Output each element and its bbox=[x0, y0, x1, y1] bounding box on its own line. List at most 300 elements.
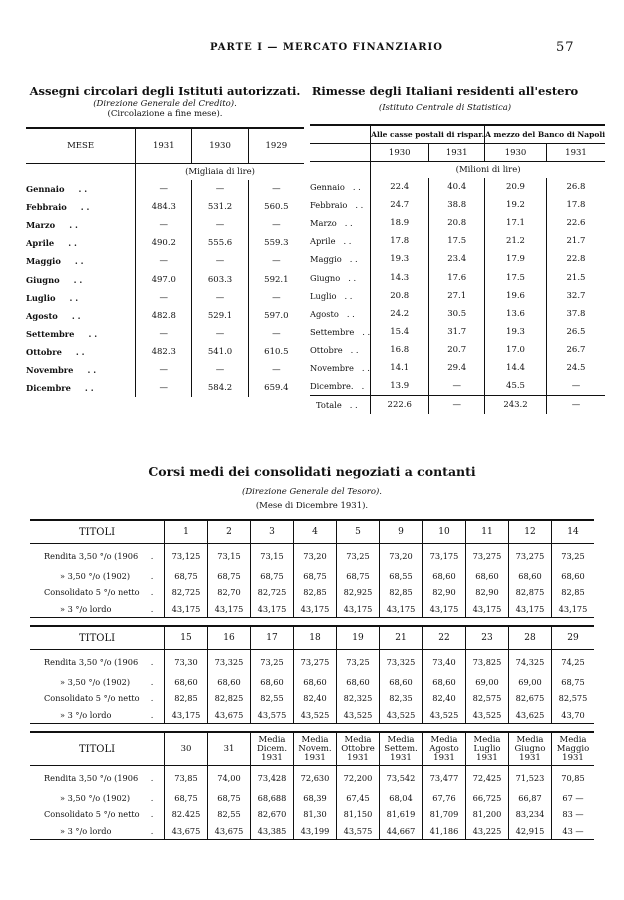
price-cell: 73,20 bbox=[294, 544, 337, 568]
leader-dots: . . bbox=[84, 383, 94, 394]
leader-dots: . . bbox=[68, 238, 77, 249]
value-cell: 490.2 bbox=[136, 234, 192, 252]
rimesse-section bbox=[310, 84, 606, 414]
rimesse-unit: (Milioni di lire) bbox=[371, 162, 605, 179]
month-label: Aprile bbox=[26, 238, 55, 249]
price-cell: 68,75 bbox=[165, 790, 208, 807]
value-cell: — bbox=[136, 325, 192, 343]
price-cell: 73,325 bbox=[208, 650, 251, 674]
price-cell: 43,175 bbox=[337, 601, 380, 618]
day-header: 17 bbox=[251, 626, 294, 650]
price-cell: 73,25 bbox=[251, 650, 294, 674]
price-cell: 68,04 bbox=[380, 790, 423, 807]
security-name: » 3 °/o lordo bbox=[30, 823, 140, 840]
value-cell: 20.8 bbox=[429, 214, 485, 232]
value-cell: 13.9 bbox=[371, 377, 429, 396]
price-cell: 73,275 bbox=[294, 650, 337, 674]
price-cell: 43,175 bbox=[165, 601, 208, 618]
titoli-header: TITOLI bbox=[30, 520, 165, 544]
value-cell: — bbox=[429, 377, 485, 396]
day-header: Media Maggio 1931 bbox=[552, 732, 595, 766]
price-cell: 43,175 bbox=[380, 601, 423, 618]
price-cell: 82,85 bbox=[165, 690, 208, 707]
leader-dots: . . bbox=[348, 272, 357, 283]
value-cell: 19.3 bbox=[371, 250, 429, 268]
month-label: Maggio bbox=[310, 254, 342, 265]
value-cell: 31.7 bbox=[429, 323, 485, 341]
leader-dots: . . bbox=[87, 364, 97, 375]
month-label: Ottobre bbox=[310, 344, 343, 355]
security-name: Consolidato 5 °/o netto bbox=[44, 693, 140, 704]
month-label: Agosto bbox=[310, 308, 339, 319]
price-cell: 43,175 bbox=[423, 601, 466, 618]
value-cell: 17.0 bbox=[485, 341, 547, 359]
value-cell: — bbox=[136, 216, 192, 234]
day-header: 9 bbox=[380, 520, 423, 544]
value-cell: 17.5 bbox=[429, 232, 485, 250]
table-row bbox=[30, 690, 594, 707]
price-cell: 43,525 bbox=[337, 707, 380, 724]
leader-dot: . bbox=[150, 656, 154, 667]
price-cell: 73,25 bbox=[337, 544, 380, 568]
price-cell: 43,175 bbox=[251, 601, 294, 618]
value-cell: 541.0 bbox=[192, 343, 248, 361]
price-cell: 82,55 bbox=[251, 690, 294, 707]
price-cell: 72,425 bbox=[466, 766, 509, 790]
value-cell: — bbox=[546, 377, 605, 396]
table-row bbox=[30, 806, 594, 823]
col-year: 1931 bbox=[429, 144, 485, 162]
assegni-source: (Direzione Generale del Credito). bbox=[93, 99, 237, 109]
spacer-row bbox=[30, 724, 594, 733]
value-cell: 26.7 bbox=[546, 341, 605, 359]
value-cell: 659.4 bbox=[248, 379, 304, 397]
price-cell: 68,60 bbox=[380, 674, 423, 691]
leader-dots: . . bbox=[344, 218, 353, 229]
table-row bbox=[310, 359, 605, 377]
price-cell: 83,234 bbox=[509, 806, 552, 823]
price-cell: 73,275 bbox=[509, 544, 552, 568]
total-label: Totale bbox=[316, 400, 342, 411]
table-row bbox=[30, 601, 594, 618]
value-cell: 559.3 bbox=[248, 234, 304, 252]
value-cell: 17.8 bbox=[371, 232, 429, 250]
day-header: 11 bbox=[466, 520, 509, 544]
month-label: Luglio bbox=[310, 290, 337, 301]
leader-dots: . . bbox=[350, 344, 359, 355]
price-cell: 70,85 bbox=[552, 766, 595, 790]
table-row bbox=[30, 707, 594, 724]
price-cell: 43,175 bbox=[466, 601, 509, 618]
table-row bbox=[26, 270, 304, 288]
price-cell: 74,325 bbox=[509, 650, 552, 674]
value-cell: 24.5 bbox=[546, 359, 605, 377]
day-header: Media Ottobre 1931 bbox=[337, 732, 380, 766]
table-row bbox=[30, 544, 594, 568]
leader-dot: . bbox=[150, 587, 154, 598]
leader-dot: . bbox=[150, 772, 154, 783]
value-cell: 20.8 bbox=[371, 287, 429, 305]
price-cell: 43,385 bbox=[251, 823, 294, 840]
col-year: 1931 bbox=[546, 144, 605, 162]
leader-dots: . . bbox=[69, 292, 79, 303]
month-label: Settembre bbox=[26, 328, 75, 339]
security-name: Consolidato 5 °/o netto bbox=[44, 587, 140, 598]
month-cell bbox=[310, 305, 371, 323]
leader-dots: . . bbox=[88, 328, 98, 339]
value-cell: 21.5 bbox=[546, 268, 605, 286]
leader-dot: . bbox=[140, 823, 165, 840]
day-header: 15 bbox=[165, 626, 208, 650]
month-cell bbox=[26, 361, 136, 379]
price-cell: 67 — bbox=[552, 790, 595, 807]
value-cell: — bbox=[192, 180, 248, 198]
price-cell: 43,175 bbox=[208, 601, 251, 618]
month-cell bbox=[310, 214, 371, 232]
month-label: Aprile bbox=[310, 236, 336, 247]
price-cell: 68,75 bbox=[552, 674, 595, 691]
table-row bbox=[310, 323, 605, 341]
leader-dots: . . bbox=[71, 310, 81, 321]
month-label: Marzo bbox=[310, 218, 337, 229]
price-cell: 43,525 bbox=[380, 707, 423, 724]
price-cell: 73,175 bbox=[423, 544, 466, 568]
price-cell: 43,575 bbox=[251, 707, 294, 724]
month-cell bbox=[26, 252, 136, 270]
corsi-note: (Mese di Dicembre 1931). bbox=[255, 501, 369, 511]
leader-dots: . . bbox=[352, 182, 361, 193]
month-cell bbox=[310, 377, 371, 396]
corsi-section bbox=[30, 464, 594, 840]
leader-dot: . bbox=[140, 601, 165, 618]
month-label: Gennaio bbox=[310, 182, 345, 193]
page-number: 57 bbox=[556, 40, 575, 55]
leader-dot: . bbox=[150, 550, 154, 561]
table-row bbox=[26, 198, 304, 216]
security-name: Rendita 3,50 °/o (1906 bbox=[44, 550, 139, 561]
month-label: Settembre bbox=[310, 326, 355, 337]
day-header: 1 bbox=[165, 520, 208, 544]
security-name: » 3,50 °/o (1902) bbox=[60, 792, 131, 803]
leader-dots: . . bbox=[346, 308, 355, 319]
value-cell: 497.0 bbox=[136, 270, 192, 288]
leader-dots: . . bbox=[343, 236, 352, 247]
leader-dots: . . bbox=[355, 200, 364, 211]
corsi-title: Corsi medi dei consolidati negoziati a contanti bbox=[148, 464, 476, 479]
price-cell: 82,725 bbox=[165, 584, 208, 601]
value-cell: 16.8 bbox=[371, 341, 429, 359]
price-cell: 68,60 bbox=[337, 674, 380, 691]
month-cell bbox=[310, 323, 371, 341]
price-cell: 82,675 bbox=[509, 690, 552, 707]
rimesse-table bbox=[310, 124, 605, 414]
value-cell: — bbox=[192, 361, 248, 379]
table-row bbox=[30, 790, 594, 807]
spacer bbox=[30, 618, 594, 627]
table-row bbox=[30, 650, 594, 674]
value-cell: 14.3 bbox=[371, 268, 429, 286]
month-cell bbox=[310, 196, 371, 214]
month-cell bbox=[310, 341, 371, 359]
price-cell: 82,725 bbox=[251, 584, 294, 601]
corsi-source: (Direzione Generale del Tesoro). bbox=[242, 487, 382, 497]
table-row bbox=[26, 307, 304, 325]
value-cell: 18.9 bbox=[371, 214, 429, 232]
day-header: 3 bbox=[251, 520, 294, 544]
table-row bbox=[26, 289, 304, 307]
value-cell: 29.4 bbox=[429, 359, 485, 377]
leader-dots: . . bbox=[362, 326, 371, 337]
price-cell: 43,175 bbox=[294, 601, 337, 618]
price-cell: 82,825 bbox=[208, 690, 251, 707]
price-cell: 68,60 bbox=[165, 674, 208, 691]
table-row bbox=[26, 216, 304, 234]
price-cell: 68,39 bbox=[294, 790, 337, 807]
value-cell: — bbox=[136, 289, 192, 307]
price-cell: 73,325 bbox=[380, 650, 423, 674]
day-header: 28 bbox=[509, 626, 552, 650]
assegni-note: (Circolazione a fine mese). bbox=[107, 109, 223, 119]
day-header: 21 bbox=[380, 626, 423, 650]
value-cell: 484.3 bbox=[136, 198, 192, 216]
value-cell: 22.6 bbox=[546, 214, 605, 232]
leader-dot: . bbox=[140, 707, 165, 724]
table-row bbox=[30, 766, 594, 790]
header-row bbox=[30, 732, 594, 766]
price-cell: 43,525 bbox=[294, 707, 337, 724]
security-name: » 3,50 °/o (1902) bbox=[60, 570, 131, 581]
value-cell: 21.7 bbox=[546, 232, 605, 250]
leader-dot: . bbox=[150, 792, 154, 803]
value-cell: 22.8 bbox=[546, 250, 605, 268]
table-row bbox=[310, 196, 605, 214]
assegni-title: Assegni circolari degli Istituti autorizzati. bbox=[29, 84, 301, 98]
month-label: Ottobre bbox=[26, 346, 62, 357]
value-cell: — bbox=[248, 180, 304, 198]
value-cell: 482.8 bbox=[136, 307, 192, 325]
price-cell: 81,150 bbox=[337, 806, 380, 823]
table-row bbox=[310, 232, 605, 250]
price-cell: 82,875 bbox=[509, 584, 552, 601]
value-cell: 19.6 bbox=[485, 287, 547, 305]
value-cell: 23.4 bbox=[429, 250, 485, 268]
month-label: Agosto bbox=[26, 310, 58, 321]
value-cell: 37.8 bbox=[546, 305, 605, 323]
price-cell: 82,35 bbox=[380, 690, 423, 707]
value-cell: 482.3 bbox=[136, 343, 192, 361]
month-cell bbox=[26, 325, 136, 343]
price-cell: 71,523 bbox=[509, 766, 552, 790]
price-cell: 82,575 bbox=[552, 690, 595, 707]
security-name: Rendita 3,50 °/o (1906 bbox=[44, 772, 139, 783]
day-header: Media Agosto 1931 bbox=[423, 732, 466, 766]
table-row bbox=[310, 178, 605, 196]
day-header: 30 bbox=[165, 732, 208, 766]
price-cell: 73,20 bbox=[380, 544, 423, 568]
table-row bbox=[310, 268, 605, 286]
price-cell: 68,75 bbox=[294, 568, 337, 585]
value-cell: 20.7 bbox=[429, 341, 485, 359]
leader-dots: . . bbox=[80, 202, 90, 213]
value-cell: — bbox=[248, 252, 304, 270]
price-cell: 81,30 bbox=[294, 806, 337, 823]
table-row bbox=[310, 250, 605, 268]
price-cell: 68,60 bbox=[251, 674, 294, 691]
value-cell: — bbox=[248, 216, 304, 234]
price-cell: 73,477 bbox=[423, 766, 466, 790]
price-cell: 43,575 bbox=[337, 823, 380, 840]
price-cell: 43,625 bbox=[509, 707, 552, 724]
leader-dots: . . bbox=[349, 254, 358, 265]
day-header: Media Giugno 1931 bbox=[509, 732, 552, 766]
price-cell: 82,90 bbox=[466, 584, 509, 601]
month-label: Dicembre. bbox=[310, 381, 354, 392]
price-cell: 42,915 bbox=[509, 823, 552, 840]
value-cell: — bbox=[192, 216, 248, 234]
price-cell: 82,40 bbox=[294, 690, 337, 707]
price-cell: 69,00 bbox=[466, 674, 509, 691]
value-cell: — bbox=[248, 325, 304, 343]
price-cell: 43,175 bbox=[509, 601, 552, 618]
group-casse-postali: Alle casse postali di rispar. bbox=[371, 125, 485, 144]
value-cell: — bbox=[248, 289, 304, 307]
price-cell: 68,60 bbox=[509, 568, 552, 585]
day-header: 22 bbox=[423, 626, 466, 650]
price-cell: 74,25 bbox=[552, 650, 595, 674]
price-cell: 73,85 bbox=[165, 766, 208, 790]
value-cell: — bbox=[192, 289, 248, 307]
value-cell: — bbox=[136, 379, 192, 397]
month-label: Novembre bbox=[26, 364, 74, 375]
value-cell: — bbox=[192, 252, 248, 270]
price-cell: 73,15 bbox=[208, 544, 251, 568]
month-cell bbox=[26, 270, 136, 288]
day-header: Media Dicem. 1931 bbox=[251, 732, 294, 766]
price-cell: 72,200 bbox=[337, 766, 380, 790]
price-cell: 68,75 bbox=[251, 568, 294, 585]
assegni-unit: (Migliaia di lire) bbox=[136, 164, 304, 181]
price-cell: 73,40 bbox=[423, 650, 466, 674]
price-cell: 73,25 bbox=[337, 650, 380, 674]
price-cell: 68,75 bbox=[165, 568, 208, 585]
value-cell: 531.2 bbox=[192, 198, 248, 216]
month-cell bbox=[310, 178, 371, 196]
price-cell: 68,75 bbox=[337, 568, 380, 585]
price-cell: 43,675 bbox=[208, 823, 251, 840]
price-cell: 82,325 bbox=[337, 690, 380, 707]
day-header: 4 bbox=[294, 520, 337, 544]
value-cell: 17.1 bbox=[485, 214, 547, 232]
col-year: 1930 bbox=[371, 144, 429, 162]
leader-dots: . . bbox=[361, 362, 370, 373]
price-cell: 82,70 bbox=[208, 584, 251, 601]
day-header: 31 bbox=[208, 732, 251, 766]
value-cell: 17.8 bbox=[546, 196, 605, 214]
value-cell: 222.6 bbox=[371, 396, 429, 415]
price-cell: 44,667 bbox=[380, 823, 423, 840]
col-year: 1930 bbox=[192, 128, 248, 164]
col-year: 1929 bbox=[248, 128, 304, 164]
leader-dot: . bbox=[150, 809, 154, 820]
table-row bbox=[26, 252, 304, 270]
value-cell: 20.9 bbox=[485, 178, 547, 196]
value-cell: 32.7 bbox=[546, 287, 605, 305]
price-cell: 66,87 bbox=[509, 790, 552, 807]
value-cell: 17.6 bbox=[429, 268, 485, 286]
price-cell: 43,225 bbox=[466, 823, 509, 840]
month-label: Febbraio bbox=[310, 200, 348, 211]
month-label: Gennaio bbox=[26, 184, 65, 195]
price-cell: 68,60 bbox=[208, 674, 251, 691]
value-cell: — bbox=[248, 361, 304, 379]
day-header: 19 bbox=[337, 626, 380, 650]
leader-dots: . . bbox=[74, 256, 84, 267]
value-cell: 610.5 bbox=[248, 343, 304, 361]
price-cell: 68,60 bbox=[552, 568, 595, 585]
leader-dot: . bbox=[150, 570, 154, 581]
value-cell: 27.1 bbox=[429, 287, 485, 305]
value-cell: 560.5 bbox=[248, 198, 304, 216]
table-row bbox=[30, 823, 594, 840]
header-row bbox=[30, 520, 594, 544]
leader-dots: . bbox=[361, 381, 365, 392]
value-cell: 21.2 bbox=[485, 232, 547, 250]
security-name: Consolidato 5 °/o netto bbox=[44, 809, 140, 820]
month-cell bbox=[26, 289, 136, 307]
value-cell: 14.4 bbox=[485, 359, 547, 377]
leader-dot: . bbox=[150, 693, 154, 704]
value-cell: 40.4 bbox=[429, 178, 485, 196]
month-label: Luglio bbox=[26, 292, 56, 303]
table-row bbox=[26, 343, 304, 361]
price-cell: 43,199 bbox=[294, 823, 337, 840]
price-cell: 43,175 bbox=[165, 707, 208, 724]
price-cell: 72,630 bbox=[294, 766, 337, 790]
month-cell bbox=[26, 234, 136, 252]
value-cell: — bbox=[546, 396, 605, 415]
col-year: 1930 bbox=[485, 144, 547, 162]
price-cell: 68,75 bbox=[208, 790, 251, 807]
month-label: Febbraio bbox=[26, 202, 67, 213]
titoli-header: TITOLI bbox=[30, 732, 165, 766]
value-cell: 13.6 bbox=[485, 305, 547, 323]
leader-dots: . . bbox=[78, 184, 88, 195]
value-cell: 17.5 bbox=[485, 268, 547, 286]
month-cell bbox=[310, 268, 371, 286]
price-cell: 68,60 bbox=[466, 568, 509, 585]
price-cell: 41,186 bbox=[423, 823, 466, 840]
price-cell: 82.425 bbox=[165, 806, 208, 823]
col-year: 1931 bbox=[136, 128, 192, 164]
value-cell: — bbox=[429, 396, 485, 415]
price-cell: 67,76 bbox=[423, 790, 466, 807]
value-cell: 592.1 bbox=[248, 270, 304, 288]
spacer-row bbox=[30, 618, 594, 627]
month-cell bbox=[26, 180, 136, 198]
value-cell: 26.8 bbox=[546, 178, 605, 196]
month-cell bbox=[26, 343, 136, 361]
table-row bbox=[26, 379, 304, 397]
price-cell: 68,75 bbox=[208, 568, 251, 585]
price-cell: 82,575 bbox=[466, 690, 509, 707]
security-name: » 3,50 °/o (1902) bbox=[60, 676, 131, 687]
price-cell: 81,200 bbox=[466, 806, 509, 823]
corsi-table bbox=[30, 519, 594, 840]
group-banco-napoli: A mezzo del Banco di Napoli bbox=[485, 125, 605, 144]
month-cell bbox=[310, 250, 371, 268]
day-header: Media Novem. 1931 bbox=[294, 732, 337, 766]
price-cell: 81,709 bbox=[423, 806, 466, 823]
